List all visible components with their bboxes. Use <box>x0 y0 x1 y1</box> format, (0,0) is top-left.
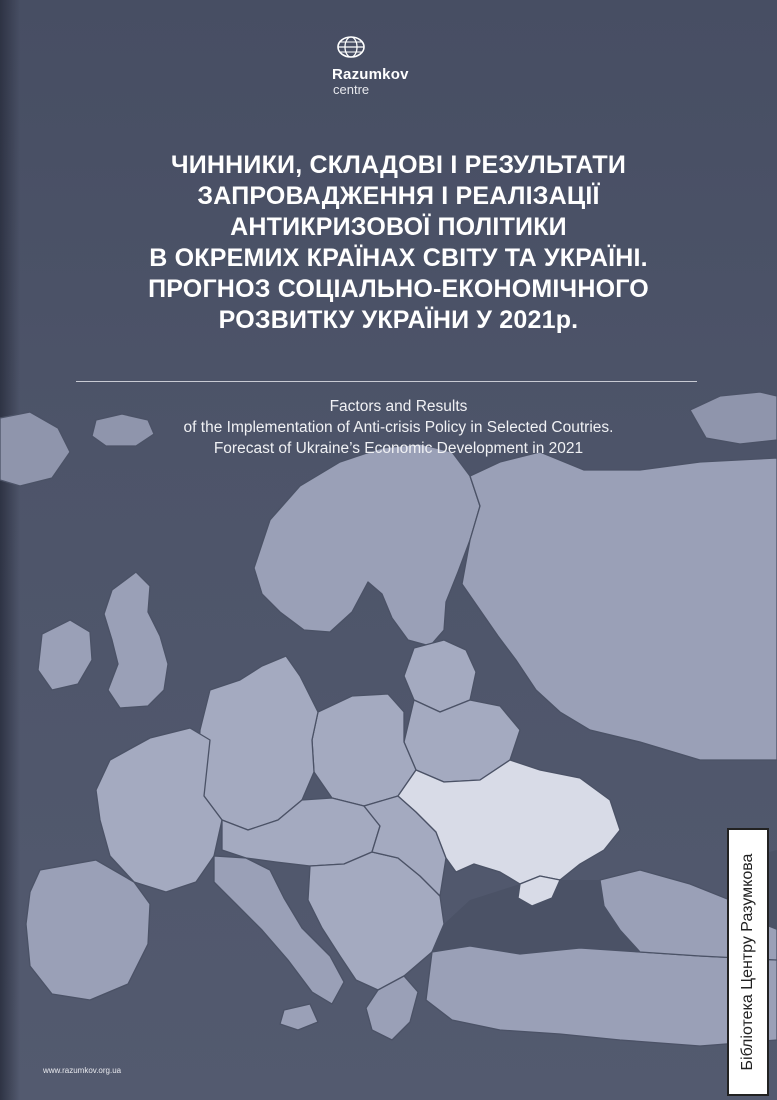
title-divider <box>76 381 697 382</box>
poland-shape <box>312 694 416 806</box>
ireland-shape <box>38 620 92 690</box>
scandinavia-shape <box>254 444 480 646</box>
title-ua-line: ЧИННИКИ, СКЛАДОВІ І РЕЗУЛЬТАТИ <box>170 151 627 179</box>
title-en-line: of the Implementation of Anti-crisis Policy in Selected Coutries. <box>183 419 614 436</box>
sicily-shape <box>280 1004 318 1030</box>
globe-icon <box>336 36 366 58</box>
title-ua-line: РОЗВИТКУ УКРАЇНИ У 2021р. <box>218 306 579 334</box>
title-en-line: Factors and Results <box>329 398 468 415</box>
title-ua-line: ПРОГНОЗ СОЦІАЛЬНО-ЕКОНОМІЧНОГО <box>148 275 649 303</box>
publisher-sub: centre <box>333 82 370 97</box>
title-ua-line: АНТИКРИЗОВОЇ ПОЛІТИКИ <box>230 213 567 241</box>
title-english <box>40 396 757 459</box>
library-stamp-text: Бібліотека Центру Разумкова <box>739 853 756 1071</box>
title-ukrainian <box>40 150 757 336</box>
france-shape <box>96 728 222 892</box>
publisher-name: Razumkov <box>332 66 409 83</box>
publisher-logo <box>322 36 442 97</box>
publisher-url: www.razumkov.org.ua <box>43 1066 122 1075</box>
britain-shape <box>104 572 168 708</box>
title-ua-line: В ОКРЕМИХ КРАЇНАХ СВІТУ ТА УКРАЇНІ. <box>149 244 648 272</box>
turkey-shape <box>426 946 777 1046</box>
library-stamp <box>727 828 769 1096</box>
iberia-shape <box>26 860 150 1000</box>
title-en-line: Forecast of Ukraine’s Economic Development in 2021 <box>213 440 584 457</box>
russia-north-shape <box>462 452 777 760</box>
title-ua-line: ЗАПРОВАДЖЕННЯ І РЕАЛІЗАЦІЇ <box>197 182 600 210</box>
